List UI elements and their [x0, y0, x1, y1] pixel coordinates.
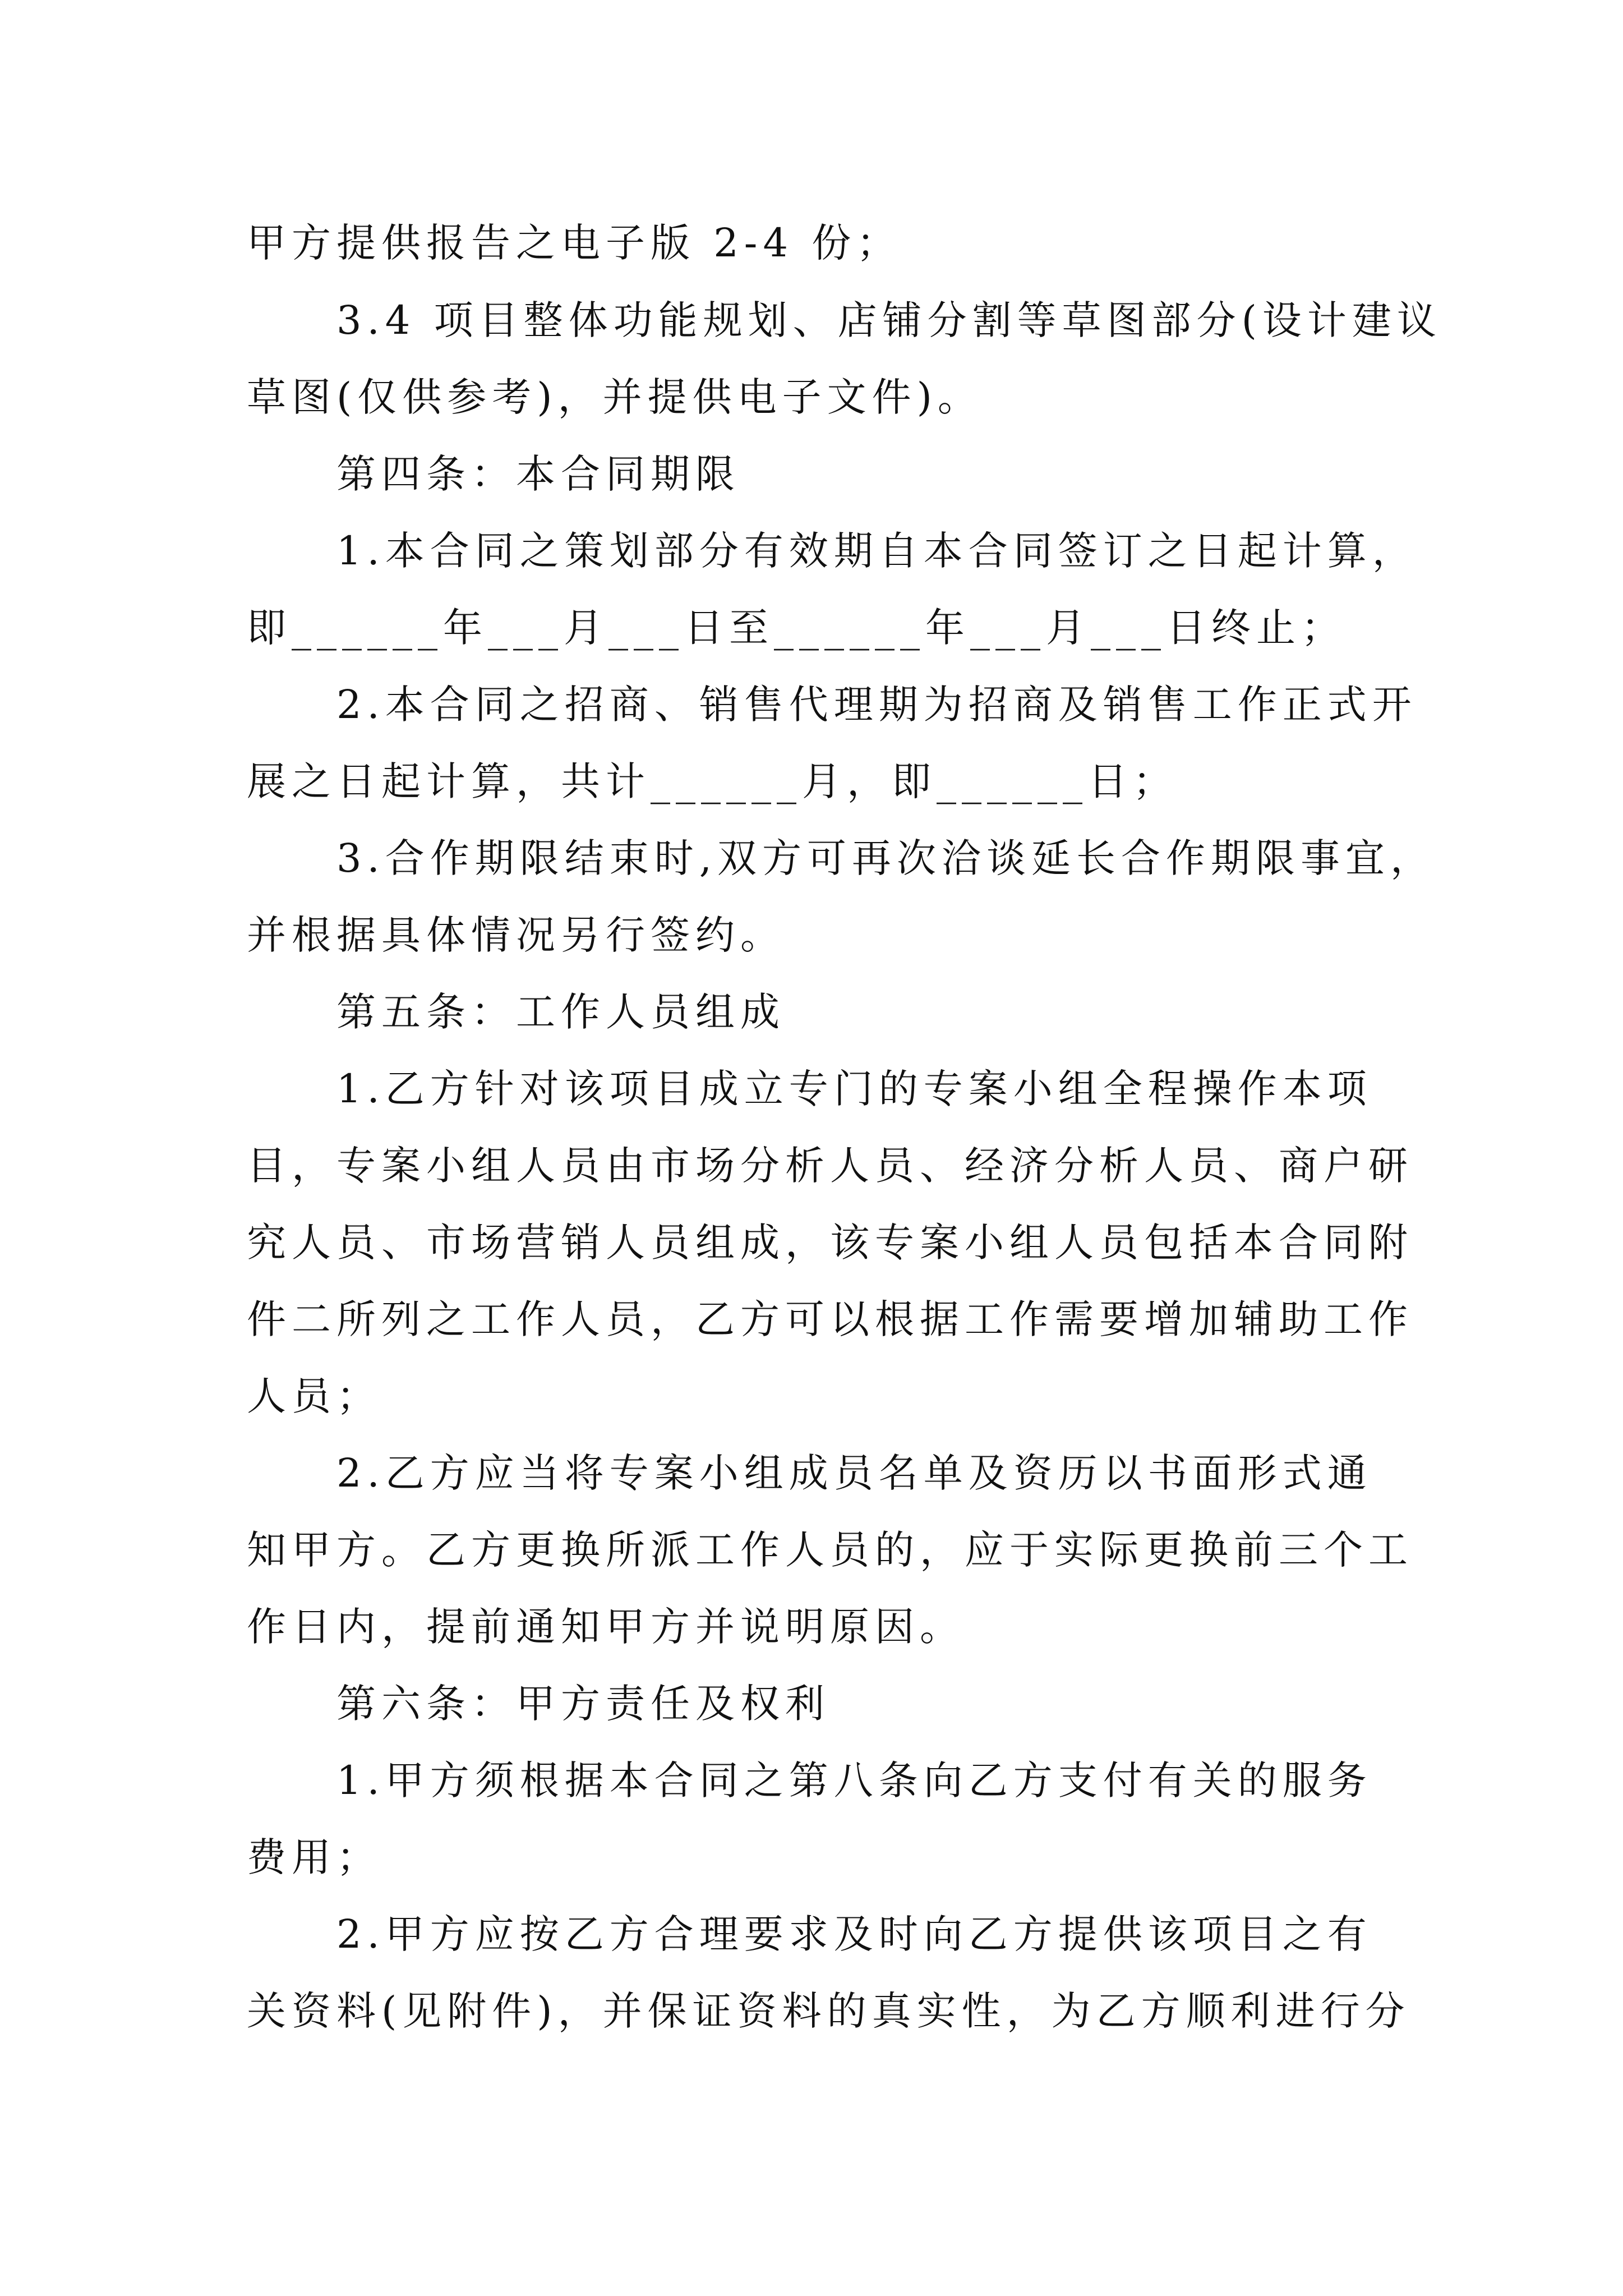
section-heading: 第五条：工作人员组成 — [336, 989, 785, 1035]
text-line: 关资料(见附件)，并保证资料的真实性，为乙方顺利进行分 — [247, 1988, 1410, 2034]
section-heading: 第四条：本合同期限 — [336, 451, 740, 497]
text-line: 件二所列之工作人员，乙方可以根据工作需要增加辅助工作 — [247, 1296, 1413, 1342]
text-line: 2.本合同之招商、销售代理期为招商及销售工作正式开 — [336, 682, 1417, 728]
text-line: 展之日起计算，共计______月，即______日； — [247, 758, 1178, 804]
text-line: 1.甲方须根据本合同之第八条向乙方支付有关的服务 — [336, 1757, 1372, 1803]
text-line: 2.甲方应按乙方合理要求及时向乙方提供该项目之有 — [336, 1911, 1372, 1957]
text-line: 3.4 项目整体功能规划、店铺分割等草图部分(设计建议 — [336, 297, 1442, 343]
text-line: 人员； — [247, 1373, 381, 1419]
text-line: 目，专案小组人员由市场分析人员、经济分析人员、商户研 — [247, 1143, 1413, 1189]
text-line: 3.合作期限结束时,双方可再次洽谈延长合作期限事宜， — [336, 835, 1436, 881]
section-heading: 第六条：甲方责任及权利 — [336, 1681, 830, 1727]
text-line: 草图(仅供参考)，并提供电子文件)。 — [247, 374, 983, 420]
text-line: 并根据具体情况另行签约。 — [247, 912, 785, 958]
text-line: 1.乙方针对该项目成立专门的专案小组全程操作本项 — [336, 1066, 1372, 1112]
text-line: 2.乙方应当将专案小组成员名单及资历以书面形式通 — [336, 1450, 1372, 1496]
text-line: 即______年___月___日至______年___月___日终止； — [247, 605, 1346, 651]
text-line: 究人员、市场营销人员组成，该专案小组人员包括本合同附 — [247, 1220, 1413, 1266]
text-line: 费用； — [247, 1834, 381, 1880]
text-line: 1.本合同之策划部分有效期自本合同签订之日起计算， — [336, 528, 1417, 574]
text-line: 作日内，提前通知甲方并说明原因。 — [247, 1604, 965, 1650]
text-line: 知甲方。乙方更换所派工作人员的，应于实际更换前三个工 — [247, 1527, 1413, 1573]
text-line: 甲方提供报告之电子版 2-4 份； — [247, 220, 902, 266]
